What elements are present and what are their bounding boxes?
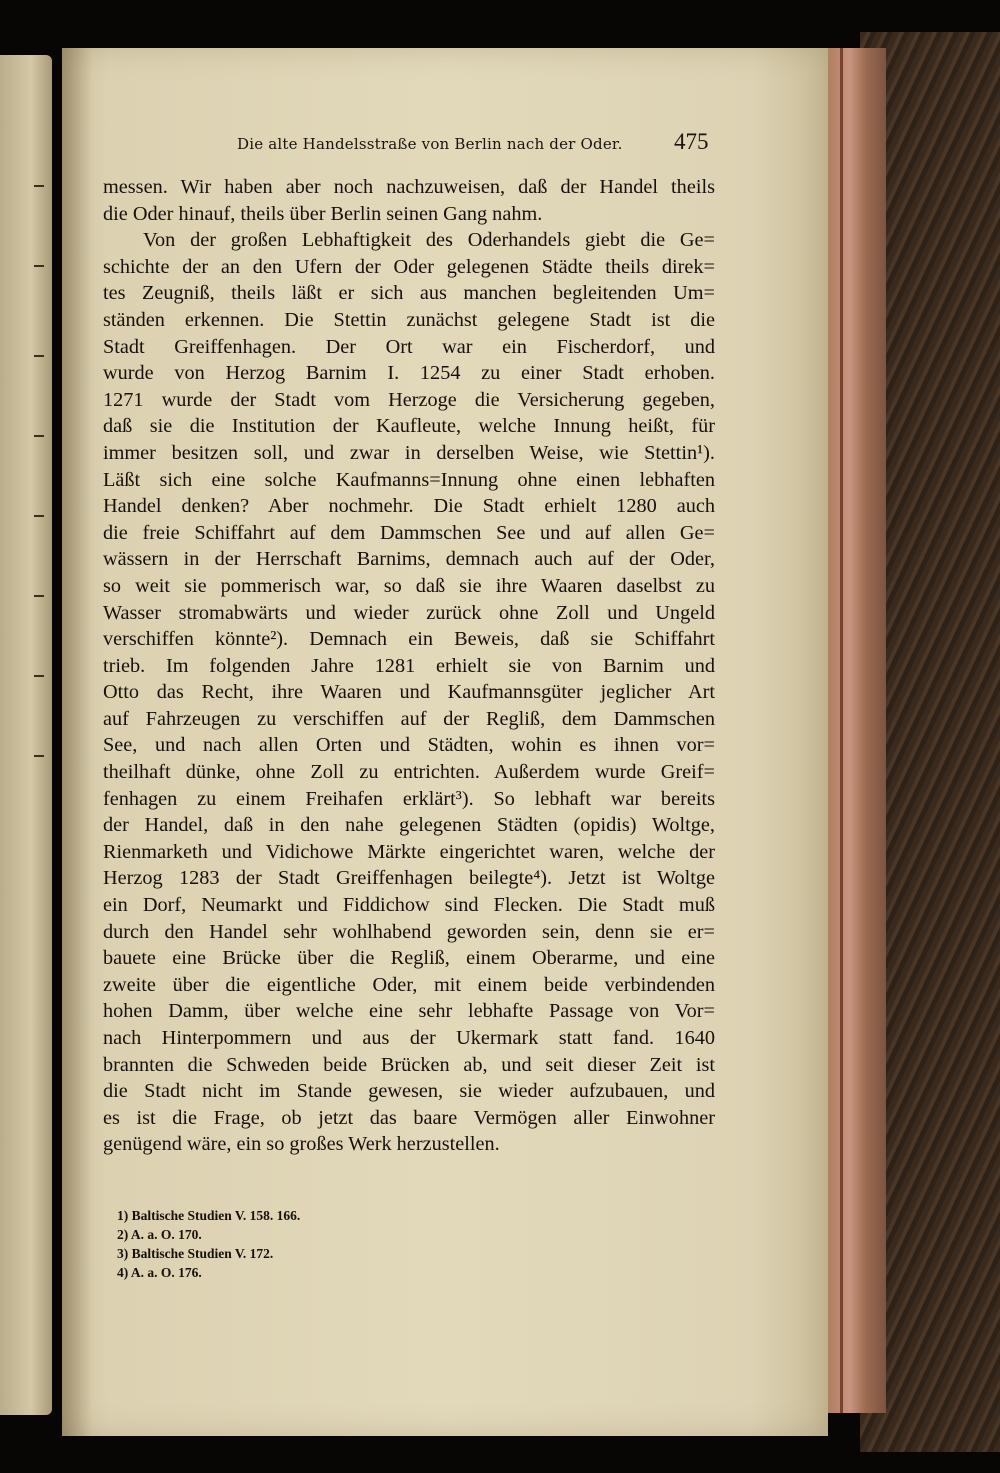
text-line: die Stadt nicht im Stande gewesen, sie wieder aufzubauen, und — [103, 1080, 715, 1103]
footnote: 3) Baltische Studien V. 172. — [117, 1246, 274, 1261]
text-line: ständen erkennen. Die Stettin zunächst gelegene Stadt ist die — [103, 308, 715, 331]
gutter-shadow — [62, 48, 92, 1436]
book-page — [62, 48, 828, 1436]
text-line: immer besitzen soll, und zwar in derselben Weise, wie Stettin¹). — [103, 441, 715, 464]
text-line: hohen Damm, über welche eine sehr lebhafte Passage von Vor= — [103, 1000, 715, 1023]
text-line: Stadt Greiffenhagen. Der Ort war ein Fischerdorf, und — [103, 335, 715, 358]
text-line: ein Dorf, Neumarkt und Fiddichow sind Flecken. Die Stadt muß — [103, 894, 715, 917]
running-head: Die alte Handelsstraße von Berlin nach der Oder. — [237, 135, 623, 153]
text-line: Läßt sich eine solche Kaufmanns=Innung ohne einen lebhaften — [103, 468, 715, 491]
left-facing-page-edge — [0, 55, 52, 1415]
text-line: die freie Schiffahrt auf dem Dammschen See und auf allen Ge= — [103, 521, 715, 544]
text-line: Handel denken? Aber nochmehr. Die Stadt erhielt 1280 auch — [103, 495, 715, 518]
text-line: durch den Handel sehr wohlhabend geworden sein, denn sie er= — [103, 920, 715, 943]
text-line: Rienmarketh und Vidichowe Märkte eingerichtet waren, welche der — [103, 840, 715, 863]
text-line: Wasser stromabwärts und wieder zurück ohne Zoll und Ungeld — [103, 601, 715, 624]
text-line: die Oder hinauf, theils über Berlin seinen Gang nahm. — [103, 202, 543, 225]
text-line: See, und nach allen Orten und Städten, wohin es ihnen vor= — [103, 734, 715, 757]
text-line: fenhagen zu einem Freihafen erklärt³). So lebhaft war bereits — [103, 787, 715, 810]
text-line: theilhaft dünke, ohne Zoll zu entrichten. Außerdem wurde Greif= — [103, 761, 715, 784]
text-line: Herzog 1283 der Stadt Greiffenhagen beilegte⁴). Jetzt ist Woltge — [103, 867, 715, 890]
body-text — [103, 174, 715, 1158]
text-line: genügend wäre, ein so großes Werk herzustellen. — [103, 1133, 500, 1156]
footnote: 4) A. a. O. 176. — [117, 1265, 202, 1280]
text-line: daß sie die Institution der Kaufleute, welche Innung heißt, für — [103, 415, 715, 438]
text-line: der Handel, daß in den nahe gelegenen Städten (opidis) Woltge, — [103, 814, 715, 837]
page-block-edge — [820, 48, 886, 1413]
text-line: brannten die Schweden beide Brücken ab, und seit dieser Zeit ist — [103, 1053, 715, 1076]
text-line: 1271 wurde der Stadt vom Herzoge die Versicherung gegeben, — [103, 388, 715, 411]
text-line: tes Zeugniß, theils läßt er sich aus manchen begleitenden Um= — [103, 282, 715, 305]
text-line: so weit sie pommerisch war, so daß sie ihre Waaren daselbst zu — [103, 574, 715, 597]
text-line: verschiffen könnte²). Demnach ein Beweis, daß sie Schiffahrt — [103, 628, 715, 651]
text-line: Otto das Recht, ihre Waaren und Kaufmannsgüter jeglicher Art — [103, 681, 715, 704]
text-line: zweite über die eigentliche Oder, mit einem beide verbindenden — [103, 973, 715, 996]
text-line: auf Fahrzeugen zu verschiffen auf der Regliß, dem Dammschen — [103, 707, 715, 730]
show-through-texture — [622, 1188, 802, 1308]
footnote: 2) A. a. O. 170. — [117, 1227, 202, 1242]
text-line: schichte der an den Ufern der Oder gelegenen Städte theils direk= — [103, 255, 715, 278]
footnotes — [117, 1206, 517, 1282]
text-line: nach Hinterpommern und aus der Ukermark statt fand. 1640 — [103, 1027, 715, 1049]
text-line: messen. Wir haben aber noch nachzuweisen, daß der Handel theils — [103, 176, 715, 198]
text-line: trieb. Im folgenden Jahre 1281 erhielt sie von Barnim und — [103, 654, 715, 677]
footnote: 1) Baltische Studien V. 158. 166. — [117, 1208, 301, 1223]
text-line: wässern in der Herrschaft Barnims, demnach auch auf der Oder, — [103, 548, 715, 571]
text-line: bauete eine Brücke über die Regliß, einem Oberarme, und eine — [103, 947, 715, 970]
text-line: es ist die Frage, ob jetzt das baare Vermögen aller Einwohner — [103, 1106, 715, 1129]
text-line: Von der großen Lebhaftigkeit des Oderhandels giebt die Ge= — [143, 229, 715, 252]
page-number: 475 — [674, 129, 709, 154]
page-header — [62, 131, 828, 161]
text-line: wurde von Herzog Barnim I. 1254 zu einer Stadt erhoben. — [103, 362, 715, 385]
